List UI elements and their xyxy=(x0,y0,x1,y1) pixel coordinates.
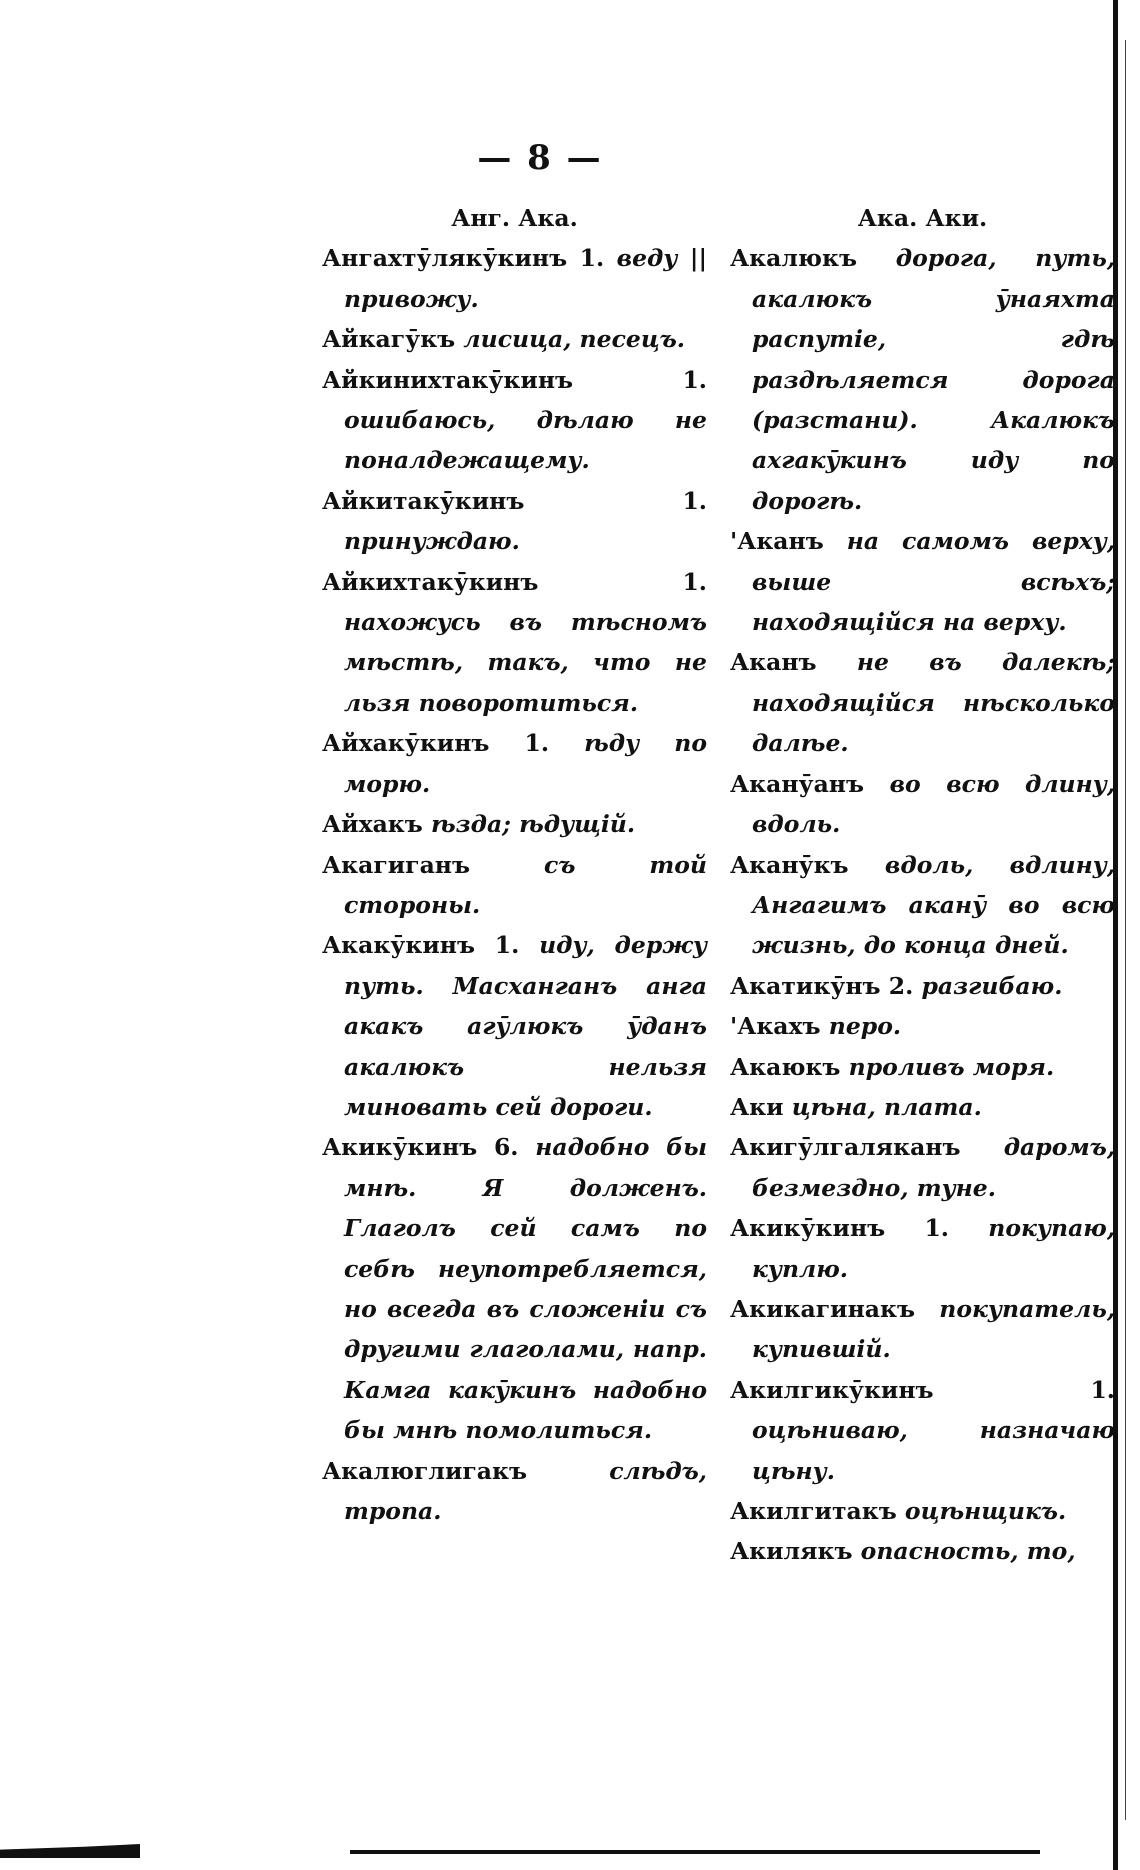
entry-conjugation-number: 2. xyxy=(888,971,914,1000)
entry-conjugation-number: 1. xyxy=(579,244,605,273)
entry-definition: дорога, путь, акалюкъ ӯнаяхта распутіе, гдѣ раздѣляется дорога (разстани). Акалюкъ ахгакӯкинъ иду по дорогѣ. xyxy=(752,244,1116,515)
dictionary-entry xyxy=(730,1491,1115,1531)
entry-definition: ошибаюсь, дѣлаю не поналдежащему. xyxy=(344,406,707,475)
entry-definition: покупатель, купившій. xyxy=(752,1294,1115,1364)
left-column-header: Анг. Ака. xyxy=(451,204,578,232)
dictionary-entry xyxy=(322,360,707,481)
entry-definition: цѣна, плата. xyxy=(791,1092,982,1121)
dictionary-entry xyxy=(730,845,1115,966)
entry-headword: Акикӯкинъ xyxy=(322,1133,478,1162)
entry-headword: Аканӯанъ xyxy=(730,769,865,798)
dictionary-entry xyxy=(322,723,707,804)
entry-definition: веду || привожу. xyxy=(344,244,707,313)
entry-definition: ѣзда; ѣдущій. xyxy=(431,810,636,839)
right-column xyxy=(730,198,1115,1572)
entry-headword: Айхакӯкинъ xyxy=(322,729,490,758)
entry-headword: Аки xyxy=(730,1092,784,1121)
entry-definition: перо. xyxy=(828,1012,902,1041)
entry-definition: оцѣнщикъ. xyxy=(904,1497,1067,1525)
entry-headword: Аканӯкъ xyxy=(730,850,849,879)
entry-definition: иду, держу путь. Масханганъ анга акакъ агӯлюкъ ӯданъ акалюкъ нельзя миновать сей дороги. xyxy=(344,931,707,1121)
entry-headword: Айкитакӯкинъ xyxy=(322,486,525,515)
left-column xyxy=(322,198,707,1531)
entry-headword: Акикагинакъ xyxy=(730,1294,915,1323)
entry-definition: лисица, песецъ. xyxy=(463,325,685,354)
right-entry-list xyxy=(730,238,1115,1571)
left-entry-list xyxy=(322,238,707,1531)
dictionary-entry xyxy=(730,238,1115,521)
entry-definition: не въ далекѣ; находящійся нѣсколько далѣе. xyxy=(752,648,1115,758)
entry-conjugation-number: 1. xyxy=(682,365,707,394)
dictionary-entry xyxy=(730,1087,1115,1127)
entry-definition: принуждаю. xyxy=(344,527,520,556)
entry-headword: Акилгикӯкинъ xyxy=(730,1375,934,1404)
entry-headword: Акалюглигакъ xyxy=(322,1456,528,1485)
dictionary-entry xyxy=(322,562,707,724)
entry-definition: опасность, то, xyxy=(860,1537,1076,1566)
entry-headword: Акаюкъ xyxy=(730,1052,841,1081)
entry-headword: Акакӯкинъ xyxy=(322,931,475,960)
dictionary-entry xyxy=(322,845,707,926)
dictionary-entry xyxy=(730,1127,1115,1208)
dictionary-entry xyxy=(322,238,707,319)
entry-headword: Акикӯкинъ xyxy=(730,1214,886,1243)
entry-headword: Акагиганъ xyxy=(322,850,471,879)
entry-headword: Айкинихтакӯкинъ xyxy=(322,365,574,394)
entry-definition: на самомъ верху, выше всѣхъ; находящійся на верху. xyxy=(752,527,1116,637)
page-number: — 8 — xyxy=(477,138,603,178)
entry-definition: покупаю, куплю. xyxy=(752,1214,1116,1283)
dictionary-entry xyxy=(322,319,707,359)
entry-headword: Акалюкъ xyxy=(730,244,858,273)
entry-conjugation-number: 1. xyxy=(1090,1375,1115,1404)
entry-conjugation-number: 6. xyxy=(493,1133,519,1162)
entry-definition: проливъ моря. xyxy=(848,1052,1055,1081)
entry-definition: слѣдъ, тропа. xyxy=(344,1456,707,1525)
dictionary-entry xyxy=(730,1006,1115,1046)
entry-conjugation-number: 1. xyxy=(524,729,550,758)
entry-definition: разгибаю. xyxy=(921,971,1063,1000)
dictionary-entry xyxy=(322,481,707,562)
entry-headword: Акилгитакъ xyxy=(730,1497,897,1525)
entry-headword: Айхакъ xyxy=(322,810,423,839)
entry-definition: вдоль, вдлину, Ангагимъ аканӯ во всю жизнь, до конца дней. xyxy=(752,850,1115,960)
dictionary-entry xyxy=(730,1208,1115,1289)
dictionary-entry xyxy=(730,1047,1115,1087)
entry-definition: ѣду по морю. xyxy=(344,729,708,798)
entry-headword: Аканъ xyxy=(730,648,817,677)
entry-headword: Акилякъ xyxy=(730,1537,853,1566)
entry-headword: 'Акахъ xyxy=(730,1012,821,1041)
entry-definition: надобно бы мнѣ. Я долженъ. Глаголъ сей самъ по себѣ неупотребляется, но всегда въ сложеніи съ другими глаголами, напр. Камга какӯкинъ надобно бы мнѣ помолиться. xyxy=(344,1133,708,1445)
dictionary-entry xyxy=(322,925,707,1127)
dictionary-entry xyxy=(322,804,707,844)
entry-headword: Акатикӯнъ xyxy=(730,971,881,1000)
corner-ink-mark xyxy=(0,1844,140,1858)
dictionary-entry xyxy=(730,1370,1115,1491)
entry-conjugation-number: 1. xyxy=(682,567,707,596)
entry-headword: Айкагӯкъ xyxy=(322,325,456,354)
entry-definition: даромъ, безмездно, туне. xyxy=(752,1133,1115,1202)
dictionary-entry xyxy=(322,1451,707,1532)
entry-definition: оцѣниваю, назначаю цѣну. xyxy=(752,1416,1115,1485)
dictionary-entry xyxy=(730,1531,1115,1571)
entry-definition: во всю длину, вдоль. xyxy=(752,769,1115,839)
entry-headword: 'Аканъ xyxy=(730,527,824,556)
entry-headword: Айкихтакӯкинъ xyxy=(322,567,539,596)
entry-conjugation-number: 1. xyxy=(682,486,707,515)
entry-conjugation-number: 1. xyxy=(924,1214,949,1243)
dictionary-entry xyxy=(322,1127,707,1450)
dictionary-entry xyxy=(730,1289,1115,1370)
dictionary-entry xyxy=(730,966,1115,1006)
entry-headword: Акигӯлгаляканъ xyxy=(730,1133,961,1162)
dictionary-entry xyxy=(730,642,1115,763)
right-column-header: Ака. Аки. xyxy=(857,204,988,232)
page-edge-shadow xyxy=(1125,40,1126,1820)
entry-headword: Ангахтӯлякӯкинъ xyxy=(322,244,568,273)
bottom-rule xyxy=(350,1850,1040,1854)
dictionary-entry xyxy=(730,764,1115,845)
entry-definition: съ той стороны. xyxy=(344,850,708,919)
dictionary-entry xyxy=(730,521,1115,642)
entry-conjugation-number: 1. xyxy=(494,931,520,960)
entry-definition: нахожусь въ тѣсномъ мѣстѣ, такъ, что не льзя поворотиться. xyxy=(344,608,707,717)
